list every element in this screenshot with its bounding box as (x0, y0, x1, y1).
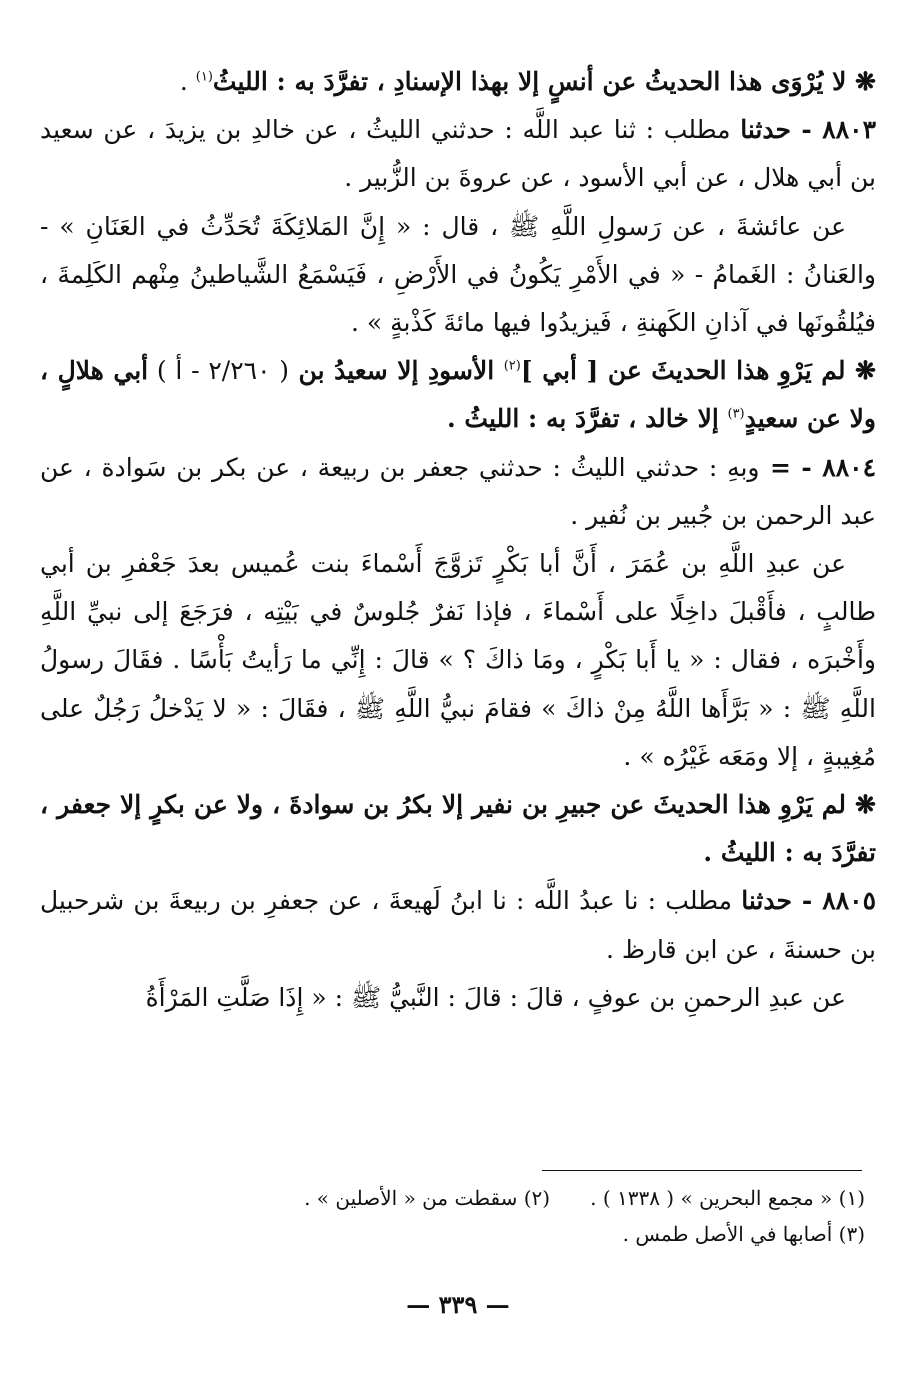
commentary-text: الأسودِ إلا سعيدُ بن (289, 356, 504, 386)
hadith-8804-isnad (40, 444, 876, 540)
page-number: — ٣٣٩ — (406, 1290, 510, 1319)
hadith-8805-isnad (40, 877, 876, 973)
commentary-paragraph-3 (40, 781, 876, 877)
hadith-8804-matn (40, 540, 876, 781)
matn-text: عن عبدِ اللَّهِ بن عُمَرَ ، أَنَّ أبا بَكْرٍ تَزوَّجَ أَسْماءَ بنت عُميس بعدَ جَعْفرِ بن أبي طالبٍ ، فأَقْبلَ داخِلًا على أَسْماءَ ، فإذا نَفرٌ جُلوسٌ في بَيْتِه ، فرَجَعَ إلى نبيِّ اللَّهِ وأَخْبرَه ، فقال : « يا أَبا بَكْرٍ ، ومَا ذاكَ ؟ » قالَ : إِنِّي ما رَأيتُ بَأْسًا . فقَالَ رسولُ اللَّهِ ﷺ : « بَرَّأَها اللَّهُ مِنْ ذاكَ » فقامَ نبيُّ اللَّهِ ﷺ ، فقَالَ : « لا يَدْخلُ رَجُلٌ على مُغِيبةٍ ، إلا ومَعَه غَيْرُه » . (40, 549, 876, 771)
matn-text: عن عبدِ الرحمنِ بن عوفٍ ، قالَ : قالَ : النَّبيُّ ﷺ : « إِذَا صَلَّتِ المَرْأَةُ (145, 982, 846, 1012)
matn-text: عن عائشةَ ، عن رَسولِ اللَّهِ ﷺ ، قال : « إِنَّ المَلائِكَةَ تُحَدِّثُ في العَنَانِ » - والعَنانُ : الغَمامُ - « في الأَمْرِ يَكُونُ في الأَرْضِ ، فَيَسْمَعُ الشَّياطينُ مِنْهم الكَلِمةَ ، فيُلقُونَها في آذانِ الكَهنةِ ، فَيزيدُوا فيها مائةَ كَذْبةٍ » . (40, 211, 876, 338)
commentary-paragraph-2 (40, 347, 876, 443)
hadith-lead-word: حدثنا (740, 115, 791, 145)
manuscript-folio-ref: ( ٢/٢٦٠ - أ ) (156, 356, 290, 386)
hadith-number: ٨٨٠٣ - (790, 115, 876, 145)
footnote-row (40, 1180, 865, 1216)
isnad-text: وبهِ : حدثني الليثُ : حدثني جعفر بن ربيعة ، عن بكر بن سَوادة ، عن عبد الرحمن بن جُبير بن نُفير . (40, 452, 876, 530)
isnad-text: مطلب : ثنا عبد اللَّه : حدثني الليثُ ، عن خالدِ بن يزيدَ ، عن سعيد بن أبي هلال ، عن أبي الأسود ، عن عروةَ بن الزُّبير . (40, 115, 876, 193)
footnote-marker: (٢) (503, 358, 521, 374)
footnote-marker: (١) (195, 69, 213, 85)
footnote-separator (542, 1170, 862, 1171)
commentary-paragraph-1 (40, 58, 876, 106)
footnote-2: (٢) سقطت من « الأصلين » . (304, 1186, 551, 1210)
footnote-3: (٣) أصابها في الأصل طمس . (622, 1222, 865, 1246)
main-text (40, 58, 876, 1022)
hadith-8803-matn (40, 203, 876, 348)
footnote-row (40, 1216, 865, 1252)
hadith-number: ٨٨٠٥ - (791, 886, 876, 916)
commentary-text: لم يَرْوِ هذا الحديثَ عن جبيرِ بن نفير إلا بكرُ بن سوادةَ ، ولا عن بكرٍ إلا جعفر ، تفرَّدَ به : الليثُ . (40, 790, 876, 868)
hadith-8803-isnad (40, 106, 876, 202)
commentary-text: أبي هلالٍ ، ولا عن سعيدٍ (40, 356, 876, 434)
footnote-1: (١) « مجمع البحرين » ( ١٣٣٨ ) . (590, 1186, 865, 1210)
commentary-text: إلا خالد ، تفرَّدَ به : الليثُ . (447, 404, 728, 434)
commentary-text: لا يُرْوَى هذا الحديثُ عن أنسٍ إلا بهذا الإسنادِ ، تفرَّدَ به : الليثُ (212, 67, 847, 96)
commentary-end: . (179, 67, 196, 96)
hadith-number: ٨٨٠٤ - = (759, 452, 876, 482)
footnotes (40, 1180, 865, 1252)
star-icon: ❋ (846, 790, 876, 820)
commentary-text: لم يَرْوِ هذا الحديثَ عن [ أبي ] (520, 356, 846, 386)
star-icon: ❋ (846, 67, 876, 96)
hadith-8805-matn (40, 974, 876, 1022)
isnad-text: مطلب : نا عبدُ اللَّه : نا ابنُ لَهيعةَ ، عن جعفرِ بن ربيعةَ بن شرحبيل بن حسنةَ ، عن ابن قارظ . (40, 886, 876, 964)
star-icon: ❋ (845, 356, 877, 386)
footnote-marker: (٣) (727, 407, 745, 423)
hadith-lead-word: حدثنا (741, 886, 792, 916)
